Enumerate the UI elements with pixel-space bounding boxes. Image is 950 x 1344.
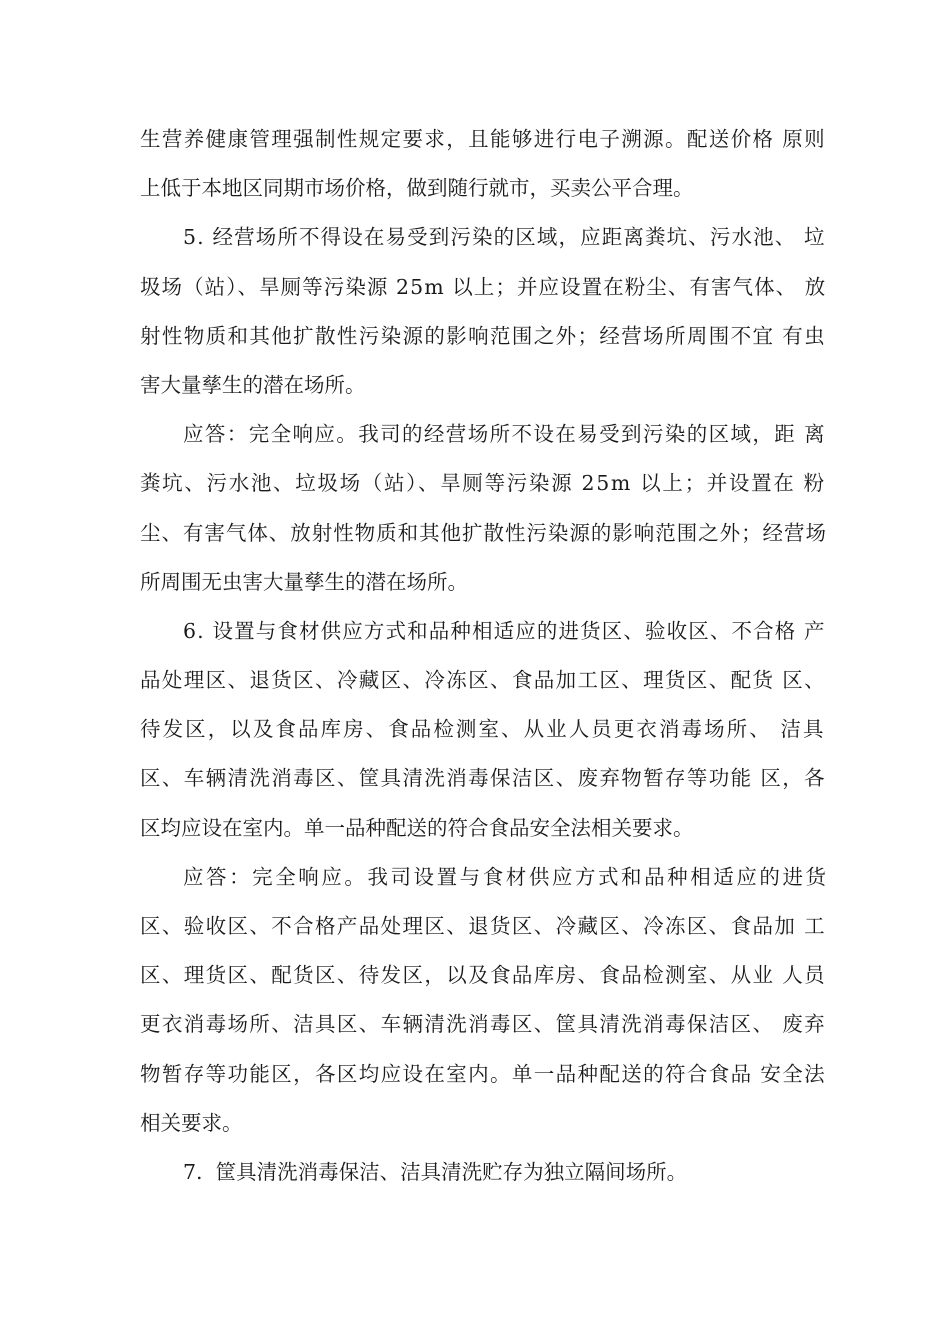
- text-line: [140, 509, 826, 558]
- text-line: [140, 853, 829, 902]
- document-body: [140, 115, 829, 1197]
- text-line: [140, 410, 826, 459]
- text-line-content: 射性物质和其他扩散性污染源的影响范围之外；经营场所周围不宜 有虫: [140, 323, 827, 348]
- text-line-content: 区均应设在室内。单一品种配送的符合食品安全法相关要求。: [140, 815, 694, 840]
- text-line: [140, 1099, 826, 1148]
- text-line-content: 尘、有害气体、放射性物质和其他扩散性污染源的影响范围之外；经营场: [140, 520, 827, 545]
- text-line: [140, 607, 826, 656]
- text-line-content: 5. 经营场所不得设在易受到污染的区域，应距离粪坑、污水池、 垃: [183, 225, 826, 250]
- text-line-content: 待发区，以及食品库房、食品检测室、从业人员更衣消毒场所、 洁具: [140, 717, 826, 742]
- text-line: [140, 804, 826, 853]
- text-line-content: 圾场（站）、旱厕等污染源 25m 以上；并应设置在粉尘、有害气体、 放: [140, 274, 827, 299]
- text-line-content: 害大量孳生的潜在场所。: [140, 372, 366, 397]
- text-line: [140, 656, 826, 705]
- text-line-content: 6. 设置与食材供应方式和品种相适应的进货区、验收区、不合格 产: [183, 618, 826, 643]
- text-line-content: 所周围无虫害大量孳生的潜在场所。: [140, 569, 468, 594]
- text-line-content: 品处理区、退货区、冷藏区、冷冻区、食品加工区、理货区、配货 区、: [140, 668, 827, 693]
- text-line-content: 更衣消毒场所、洁具区、车辆清洗消毒区、筐具清洗消毒保洁区、 废弃: [140, 1012, 827, 1037]
- text-line-content: 应答：完全响应。我司的经营场所不设在易受到污染的区域，距 离: [183, 422, 827, 447]
- text-line: [140, 213, 826, 262]
- text-line: [140, 1148, 826, 1197]
- text-line: [140, 558, 826, 607]
- text-line: [140, 164, 826, 213]
- text-line: [140, 754, 826, 803]
- text-line-content: 区、验收区、不合格产品处理区、退货区、冷藏区、冷冻区、食品加 工: [140, 914, 827, 938]
- text-line-content: 应答：完全响应。我司设置与食材供应方式和品种相适应的进货: [183, 864, 829, 889]
- text-line-content: 7. 筐具清洗消毒保洁、洁具清洗贮存为独立隔间场所。: [183, 1159, 688, 1184]
- text-line-content: 区、车辆清洗消毒区、筐具清洗消毒保洁区、废弃物暂存等功能 区，各: [140, 766, 827, 791]
- text-line-content: 物暂存等功能区，各区均应设在室内。单一品种配送的符合食品 安全法: [140, 1061, 827, 1086]
- text-line-content: 区、理货区、配货区、待发区，以及食品库房、食品检测室、从业 人员: [140, 963, 827, 988]
- text-line: [140, 115, 826, 164]
- text-line-content: 粪坑、污水池、垃圾场（站）、旱厕等污染源 25m 以上；并设置在 粉: [140, 471, 826, 496]
- text-line: [140, 1050, 826, 1099]
- text-line: [140, 951, 826, 1000]
- text-line-content: 生营养健康管理强制性规定要求，且能够进行电子溯源。配送价格 原则: [140, 127, 827, 151]
- text-line: [140, 361, 826, 410]
- text-line: [140, 459, 826, 508]
- text-line: [140, 902, 826, 951]
- text-line-content: 上低于本地区同期市场价格，做到随行就市，买卖公平合理。: [140, 176, 694, 201]
- text-line: [140, 1000, 826, 1049]
- text-line: [140, 263, 826, 312]
- text-line: [140, 705, 826, 754]
- text-line: [140, 312, 826, 361]
- text-line-content: 相关要求。: [140, 1110, 243, 1135]
